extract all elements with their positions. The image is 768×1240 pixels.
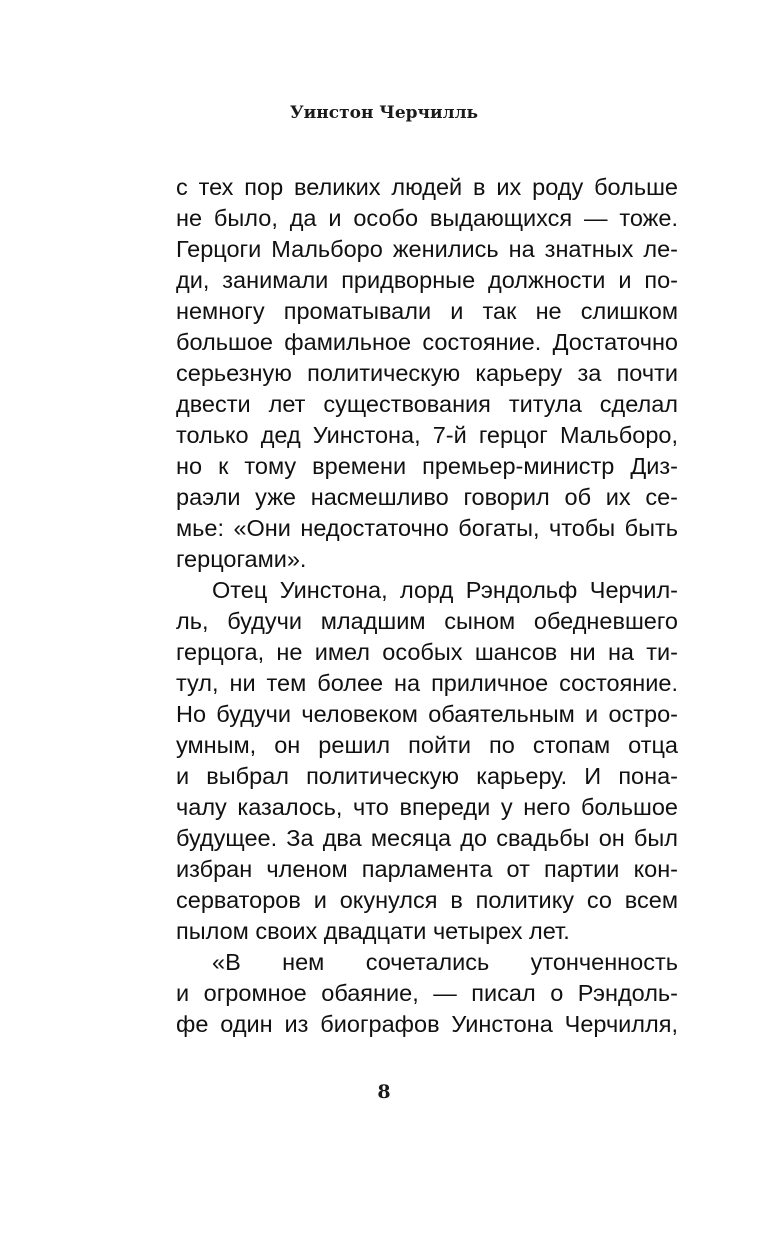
text-line: чалу казалось, что впереди у него большое [176, 794, 678, 820]
text-line: серьезную политическую карьеру за почти [176, 360, 678, 386]
text-line: серваторов и окунулся в политику со всем [176, 887, 678, 913]
text-line: но к тому времени премьер-министр Диз- [176, 453, 678, 479]
text-line: герцога, не имел особых шансов ни на ти- [176, 639, 678, 665]
text-line: и огромное обаяние, — писал о Рэндоль- [176, 980, 678, 1006]
text-line: фе один из биографов Уинстона Черчилля, [176, 1011, 678, 1037]
text-line: с тех пор великих людей в их роду больше [176, 174, 678, 200]
text-line: герцогами». [176, 546, 307, 572]
text-line: будущее. За два месяца до свадьбы он был [176, 825, 678, 851]
page-number: 8 [377, 1081, 391, 1103]
text-line: тул, ни тем более на приличное состояние. [176, 670, 678, 696]
text-line: пылом своих двадцати четырех лет. [176, 918, 570, 944]
body-text [176, 172, 678, 1040]
text-line: не было, да и особо выдающихся — тоже. [176, 205, 678, 231]
text-line: большое фамильное состояние. Достаточно [176, 329, 678, 355]
text-line: Но будучи человеком обаятельным и остро- [176, 701, 678, 727]
text-line: и выбрал политическую карьеру. И пона- [176, 763, 678, 789]
text-line: ди, занимали придворные должности и по- [176, 267, 678, 293]
text-line: Герцоги Мальборо женились на знатных ле- [176, 236, 678, 262]
text-line: двести лет существования титула сделал [176, 391, 678, 417]
text-line: мье: «Они недостаточно богаты, чтобы быть [176, 515, 678, 541]
text-line: избран членом парламента от партии кон- [176, 856, 678, 882]
paragraph-start-line: «В нем сочетались утонченность [212, 949, 678, 975]
paragraph-start-line: Отец Уинстона, лорд Рэндольф Черчил- [212, 577, 678, 603]
running-title: Уинстон Черчилль [289, 103, 479, 123]
text-line: ль, будучи младшим сыном обедневшего [176, 608, 678, 634]
text-line: немногу проматывали и так не слишком [176, 298, 678, 324]
text-line: раэли уже насмешливо говорил об их се- [176, 484, 678, 510]
text-line: умным, он решил пойти по стопам отца [176, 732, 678, 758]
text-line: только дед Уинстона, 7-й герцог Мальборо, [176, 422, 678, 448]
